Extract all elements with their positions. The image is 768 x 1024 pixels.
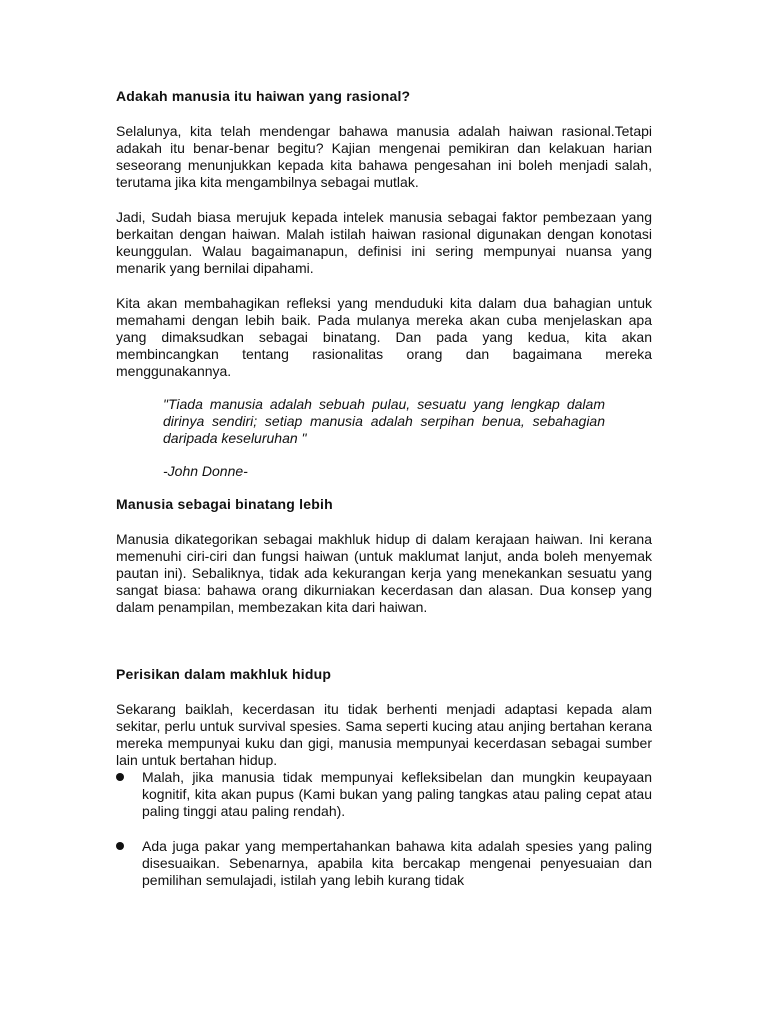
section-heading-1: Manusia sebagai binatang lebih bbox=[116, 496, 333, 512]
list-item bbox=[116, 838, 652, 889]
section-heading-2: Perisikan dalam makhluk hidup bbox=[116, 666, 332, 682]
bullet-list bbox=[116, 769, 652, 889]
bullet-icon bbox=[116, 842, 124, 850]
quote-text: "Tiada manusia adalah sebuah pulau, sesuatu yang lengkap dalam dirinya sendiri; setiap manusia adalah serpihan benua, sebahagian daripada keseluruhan " bbox=[163, 396, 605, 446]
section-2-paragraph: Sekarang baiklah, kecerdasan itu tidak berhenti menjadi adaptasi kepada alam sekitar, perlu untuk survival spesies. Sama seperti kucing atau anjing bertahan kerana mereka mempunyai kuku dan gigi, manusia mempunyai kecerdasan sebagai sumber lain untuk bertahan hidup. bbox=[116, 701, 652, 768]
bullet-icon bbox=[116, 773, 124, 781]
document-title: Adakah manusia itu haiwan yang rasional? bbox=[116, 88, 411, 104]
intro-paragraph-1: Selalunya, kita telah mendengar bahawa manusia adalah haiwan rasional.Tetapi adakah itu benar-benar begitu? Kajian mengenai pemikiran dan kelakuan harian seseorang menunjukkan kepada kita bahawa pengesahan ini boleh menjadi salah, terutama jika kita mengambilnya sebagai mutlak. bbox=[116, 123, 652, 190]
quote-author: -John Donne- bbox=[163, 463, 248, 479]
list-item bbox=[116, 769, 652, 820]
bullet-text: Malah, jika manusia tidak mempunyai kefleksibelan dan mungkin keupayaan kognitif, kita akan pupus (Kami bukan yang paling tangkas atau paling cepat atau paling tinggi atau paling rendah). bbox=[142, 769, 652, 819]
intro-paragraph-2: Jadi, Sudah biasa merujuk kepada intelek manusia sebagai faktor pembezaan yang berkaitan dengan haiwan. Malah istilah haiwan rasional digunakan dengan konotasi keunggulan. Walau bagaimanapun, definisi ini sering mempunyai nuansa yang menarik yang bernilai dipahami. bbox=[116, 209, 652, 276]
section-1-paragraph: Manusia dikategorikan sebagai makhluk hidup di dalam kerajaan haiwan. Ini kerana memenuhi ciri-ciri dan fungsi haiwan (untuk maklumat lanjut, anda boleh menyemak pautan ini). Sebaliknya, tidak ada kekurangan kerja yang menekankan sesuatu yang sangat biasa: bahawa orang dikurniakan kecerdasan dan alasan. Dua konsep yang dalam penampilan, membezakan kita dari haiwan. bbox=[116, 531, 652, 615]
intro-paragraph-3: Kita akan membahagikan refleksi yang menduduki kita dalam dua bahagian untuk memahami dengan lebih baik. Pada mulanya mereka akan cuba menjelaskan apa yang dimaksudkan sebagai binatang. Dan pada yang kedua, kita akan membincangkan tentang rasionalitas orang dan bagaimana mereka menggunakannya. bbox=[116, 295, 652, 379]
bullet-text: Ada juga pakar yang mempertahankan bahawa kita adalah spesies yang paling disesuaikan. Sebenarnya, apabila kita bercakap mengenai penyesuaian dan pemilihan semulajadi, istilah yang lebih kurang tidak bbox=[142, 838, 652, 888]
quote-block bbox=[163, 396, 605, 480]
document-page bbox=[116, 88, 652, 889]
